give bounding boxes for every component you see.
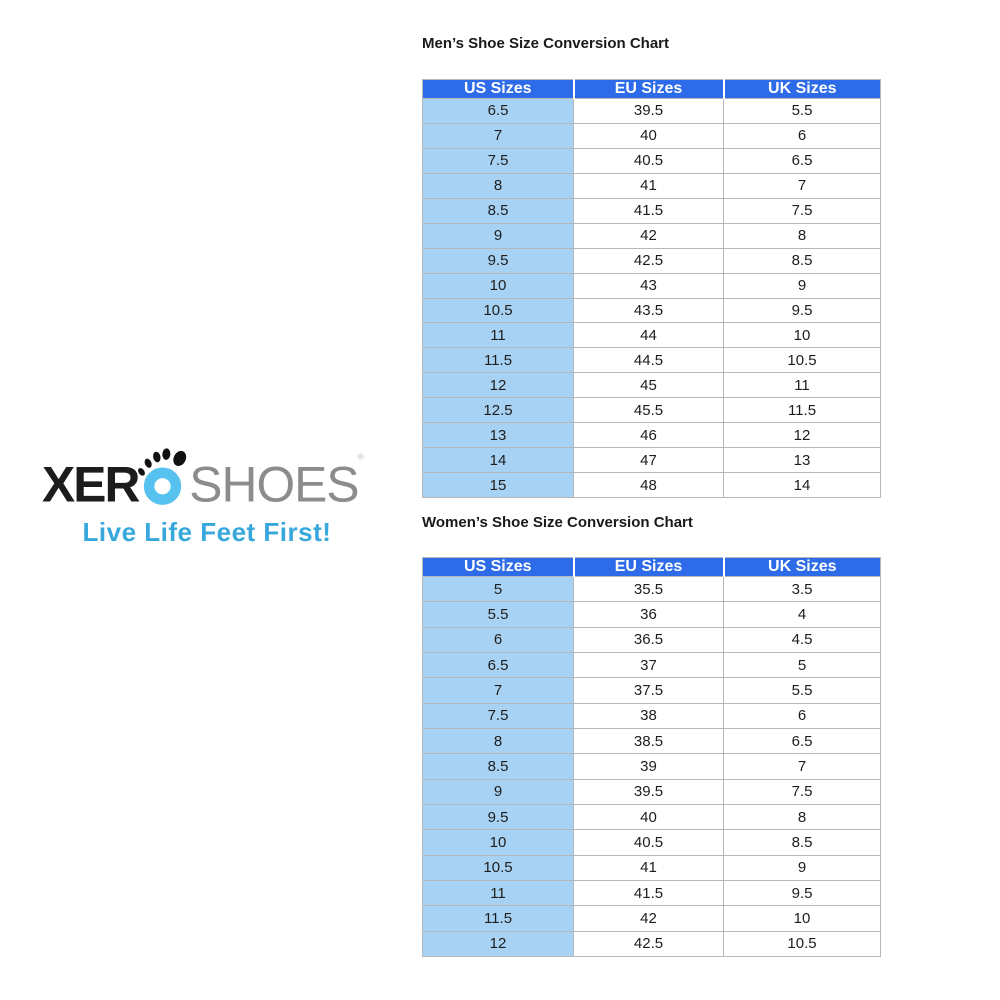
- table-cell: 6.5: [423, 652, 574, 677]
- table-cell: 12.5: [423, 398, 574, 423]
- logo-text-shoes: SHOES: [189, 456, 359, 513]
- table-cell: 9: [724, 855, 881, 880]
- table-cell: 6.5: [423, 99, 574, 124]
- table-cell: 9: [423, 223, 574, 248]
- table-cell: 12: [423, 931, 574, 956]
- logo-text-xer: XER: [42, 456, 139, 513]
- table-cell: 40.5: [574, 830, 724, 855]
- table-cell: 7.5: [423, 148, 574, 173]
- table-row: [423, 248, 881, 273]
- table-row: [423, 678, 881, 703]
- table-cell: 6.5: [724, 148, 881, 173]
- table-row: [423, 223, 881, 248]
- table-cell: 15: [423, 473, 574, 498]
- table-cell: 6: [724, 123, 881, 148]
- foot-print-o-icon: [137, 448, 189, 499]
- table-cell: 6.5: [724, 728, 881, 753]
- table-row: [423, 123, 881, 148]
- header-row: [423, 80, 881, 99]
- table-cell: 9.5: [423, 804, 574, 829]
- table-cell: 8.5: [423, 754, 574, 779]
- table-cell: 8.5: [724, 830, 881, 855]
- table-cell: 42: [574, 906, 724, 931]
- table-row: [423, 373, 881, 398]
- table-row: [423, 880, 881, 905]
- table-cell: 39: [574, 754, 724, 779]
- table-cell: 10.5: [423, 298, 574, 323]
- womens-chart-title: Women’s Shoe Size Conversion Chart: [422, 514, 693, 531]
- table-cell: 11: [423, 880, 574, 905]
- table-cell: 45.5: [574, 398, 724, 423]
- column-header: EU Sizes: [574, 558, 724, 577]
- table-cell: 41: [574, 173, 724, 198]
- table-cell: 7.5: [724, 198, 881, 223]
- table-row: [423, 99, 881, 124]
- table-cell: 5: [724, 652, 881, 677]
- table-row: [423, 148, 881, 173]
- table-row: [423, 448, 881, 473]
- registered-trademark-icon: ®: [357, 451, 364, 462]
- table-row: [423, 298, 881, 323]
- table-cell: 13: [724, 448, 881, 473]
- table-cell: 10: [724, 906, 881, 931]
- table-cell: 7: [423, 123, 574, 148]
- table-cell: 8: [724, 804, 881, 829]
- table-row: [423, 473, 881, 498]
- table-cell: 9.5: [423, 248, 574, 273]
- table-cell: 37: [574, 652, 724, 677]
- table-row: [423, 830, 881, 855]
- table-cell: 7: [724, 173, 881, 198]
- table-row: [423, 779, 881, 804]
- table-cell: 9: [724, 273, 881, 298]
- table-row: [423, 348, 881, 373]
- table-cell: 44: [574, 323, 724, 348]
- table-cell: 5.5: [423, 602, 574, 627]
- table-cell: 10: [423, 830, 574, 855]
- table-cell: 10.5: [423, 855, 574, 880]
- table-row: [423, 173, 881, 198]
- charts-column: [422, 36, 880, 957]
- table-row: [423, 728, 881, 753]
- table-cell: 35.5: [574, 577, 724, 602]
- table-cell: 8: [423, 728, 574, 753]
- table-cell: 42.5: [574, 248, 724, 273]
- table-cell: 42: [574, 223, 724, 248]
- table-cell: 36.5: [574, 627, 724, 652]
- table-row: [423, 398, 881, 423]
- table-row: [423, 577, 881, 602]
- table-cell: 13: [423, 423, 574, 448]
- table-cell: 11.5: [423, 906, 574, 931]
- table-cell: 14: [724, 473, 881, 498]
- table-cell: 40.5: [574, 148, 724, 173]
- logo-wordmark: [42, 446, 372, 513]
- table-cell: 5.5: [724, 99, 881, 124]
- table-row: [423, 855, 881, 880]
- table-cell: 37.5: [574, 678, 724, 703]
- table-row: [423, 602, 881, 627]
- table-cell: 9.5: [724, 880, 881, 905]
- table-cell: 5.5: [724, 678, 881, 703]
- mens-size-table: [422, 79, 881, 498]
- table-cell: 6: [724, 703, 881, 728]
- table-cell: 10: [724, 323, 881, 348]
- table-cell: 7.5: [423, 703, 574, 728]
- table-cell: 10: [423, 273, 574, 298]
- table-row: [423, 906, 881, 931]
- table-cell: 41.5: [574, 198, 724, 223]
- table-cell: 43.5: [574, 298, 724, 323]
- table-cell: 36: [574, 602, 724, 627]
- table-cell: 8: [724, 223, 881, 248]
- table-row: [423, 198, 881, 223]
- mens-chart-section: [422, 36, 880, 498]
- table-cell: 42.5: [574, 931, 724, 956]
- column-header: US Sizes: [423, 80, 574, 99]
- table-cell: 8: [423, 173, 574, 198]
- table-cell: 39.5: [574, 99, 724, 124]
- table-row: [423, 754, 881, 779]
- table-row: [423, 652, 881, 677]
- xero-shoes-logo: [42, 446, 372, 548]
- table-cell: 43: [574, 273, 724, 298]
- table-row: [423, 703, 881, 728]
- table-cell: 10.5: [724, 348, 881, 373]
- table-cell: 41.5: [574, 880, 724, 905]
- table-cell: 38: [574, 703, 724, 728]
- table-cell: 4.5: [724, 627, 881, 652]
- table-cell: 14: [423, 448, 574, 473]
- header-row: [423, 558, 881, 577]
- table-cell: 46: [574, 423, 724, 448]
- table-cell: 47: [574, 448, 724, 473]
- table-cell: 11.5: [423, 348, 574, 373]
- column-header: UK Sizes: [724, 558, 881, 577]
- table-cell: 38.5: [574, 728, 724, 753]
- column-header: UK Sizes: [724, 80, 881, 99]
- table-cell: 8.5: [724, 248, 881, 273]
- table-cell: 6: [423, 627, 574, 652]
- table-row: [423, 273, 881, 298]
- table-cell: 11: [423, 323, 574, 348]
- table-cell: 5: [423, 577, 574, 602]
- table-cell: 7: [724, 754, 881, 779]
- table-cell: 11.5: [724, 398, 881, 423]
- table-cell: 39.5: [574, 779, 724, 804]
- table-cell: 8.5: [423, 198, 574, 223]
- table-cell: 45: [574, 373, 724, 398]
- table-row: [423, 627, 881, 652]
- womens-size-table: [422, 557, 881, 957]
- table-cell: 40: [574, 804, 724, 829]
- mens-chart-title: Men’s Shoe Size Conversion Chart: [422, 35, 669, 52]
- table-cell: 12: [423, 373, 574, 398]
- table-cell: 12: [724, 423, 881, 448]
- table-cell: 9.5: [724, 298, 881, 323]
- column-header: US Sizes: [423, 558, 574, 577]
- table-cell: 41: [574, 855, 724, 880]
- table-cell: 9: [423, 779, 574, 804]
- table-row: [423, 423, 881, 448]
- column-header: EU Sizes: [574, 80, 724, 99]
- table-cell: 40: [574, 123, 724, 148]
- table-cell: 10.5: [724, 931, 881, 956]
- table-cell: 11: [724, 373, 881, 398]
- table-cell: 7.5: [724, 779, 881, 804]
- table-cell: 48: [574, 473, 724, 498]
- table-cell: 7: [423, 678, 574, 703]
- table-cell: 44.5: [574, 348, 724, 373]
- womens-chart-section: [422, 515, 880, 957]
- table-row: [423, 804, 881, 829]
- table-cell: 3.5: [724, 577, 881, 602]
- logo-tagline: Live Life Feet First!: [82, 517, 332, 547]
- table-cell: 4: [724, 602, 881, 627]
- table-row: [423, 931, 881, 956]
- table-row: [423, 323, 881, 348]
